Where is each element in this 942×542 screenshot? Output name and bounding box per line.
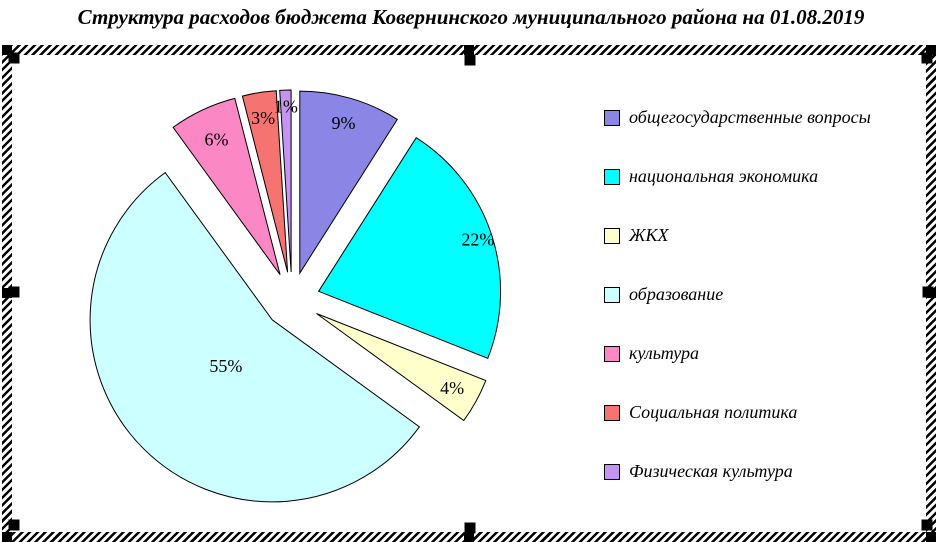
legend-swatch-icon bbox=[604, 405, 620, 421]
legend-label: Социальная политика bbox=[629, 402, 798, 422]
selection-handle-outer[interactable] bbox=[2, 532, 12, 542]
data-label: 6% bbox=[204, 129, 229, 150]
data-label: 9% bbox=[331, 112, 356, 133]
legend-label: культура bbox=[629, 343, 700, 363]
legend-label: образование bbox=[629, 284, 724, 304]
selection-handle-inner[interactable] bbox=[9, 53, 20, 64]
legend-label: национальная экономика bbox=[629, 166, 819, 186]
selection-handle-outer[interactable] bbox=[464, 45, 474, 55]
selection-handle-inner[interactable] bbox=[923, 287, 934, 298]
legend-swatch-icon bbox=[604, 287, 620, 303]
selection-handle-inner[interactable] bbox=[465, 523, 476, 534]
selection-handle-inner[interactable] bbox=[922, 53, 933, 64]
selection-handle-outer[interactable] bbox=[464, 532, 474, 542]
legend-label: общегосударственные вопросы bbox=[629, 107, 871, 127]
legend-item-5[interactable] bbox=[604, 344, 871, 363]
data-label: 4% bbox=[440, 378, 465, 398]
legend-item-4[interactable] bbox=[604, 285, 871, 304]
legend-item-3[interactable] bbox=[604, 226, 871, 245]
selection-handle-inner[interactable] bbox=[9, 520, 20, 531]
legend-swatch-icon bbox=[604, 169, 620, 185]
selection-handle-inner[interactable] bbox=[465, 55, 476, 66]
chart-title: Структура расходов бюджета Ковернинского муниципального района на 01.08.2019 bbox=[77, 5, 865, 29]
data-label: 55% bbox=[209, 356, 243, 377]
legend bbox=[604, 108, 871, 521]
legend-item-7[interactable] bbox=[604, 462, 871, 481]
legend-swatch-icon bbox=[604, 110, 620, 126]
legend-item-1[interactable] bbox=[604, 108, 871, 127]
legend-swatch-icon bbox=[604, 228, 620, 244]
legend-label: ЖКХ bbox=[629, 225, 669, 245]
selection-handle-outer[interactable] bbox=[926, 532, 936, 542]
legend-item-6[interactable] bbox=[604, 403, 871, 422]
selection-handle-inner[interactable] bbox=[9, 287, 20, 298]
data-label: 3% bbox=[251, 107, 276, 128]
legend-label: Физическая культура bbox=[629, 461, 793, 481]
selection-handle-inner[interactable] bbox=[922, 520, 933, 531]
legend-swatch-icon bbox=[604, 346, 620, 362]
legend-swatch-icon bbox=[604, 464, 620, 480]
legend-item-2[interactable] bbox=[604, 167, 871, 186]
data-label: 1% bbox=[273, 96, 298, 117]
data-label: 22% bbox=[461, 229, 495, 250]
